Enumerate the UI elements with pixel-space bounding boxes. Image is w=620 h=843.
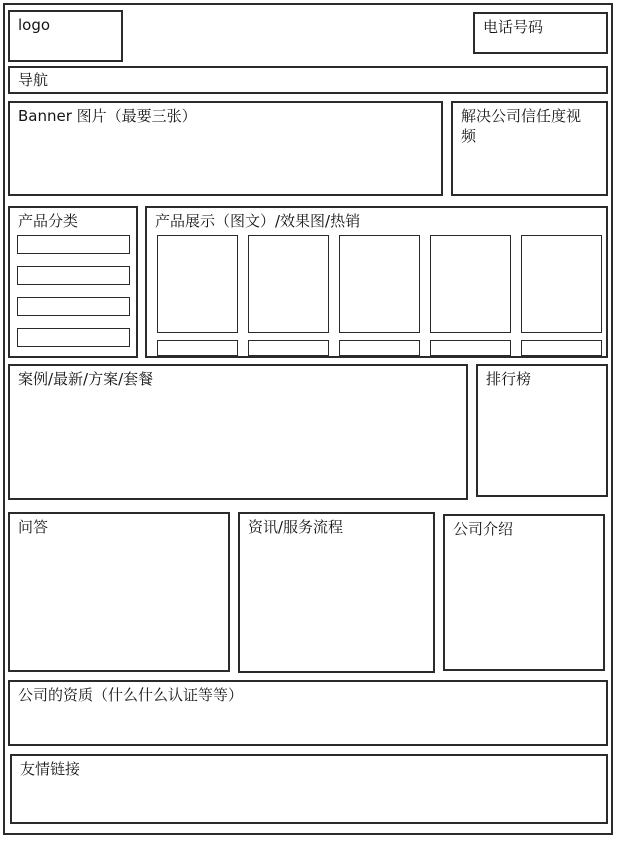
trust-video-label: 解决公司信任度视频: [461, 107, 582, 145]
logo-label: logo: [18, 16, 51, 34]
qualifications-label: 公司的资质（什么什么认证等等）: [18, 686, 244, 704]
category-item-placeholder: [17, 235, 130, 254]
ranking-panel: [476, 364, 608, 497]
product-caption-placeholder: [339, 340, 420, 356]
logo-box: [8, 10, 123, 62]
product-column: [521, 235, 602, 356]
product-column: [157, 235, 238, 356]
company-intro-label: 公司介绍: [453, 520, 514, 538]
ranking-label: 排行榜: [486, 370, 532, 388]
product-showcase-grid: [157, 235, 602, 356]
banner-box: [8, 101, 443, 196]
qa-panel: [8, 512, 230, 672]
product-showcase-title: 产品展示（图文）/效果图/热销: [155, 212, 361, 230]
friendly-links-label: 友情链接: [20, 760, 81, 778]
product-column: [430, 235, 511, 356]
company-intro-panel: [443, 514, 605, 671]
news-service-panel: [238, 512, 435, 673]
product-category-title: 产品分类: [18, 212, 79, 230]
banner-label: Banner 图片（最要三张）: [18, 107, 197, 125]
category-item-placeholder: [17, 297, 130, 316]
nav-bar: [8, 66, 608, 94]
friendly-links-panel: [10, 754, 608, 824]
product-caption-placeholder: [521, 340, 602, 356]
news-service-label: 资讯/服务流程: [248, 518, 344, 536]
trust-video-box: [451, 101, 608, 196]
nav-label: 导航: [18, 71, 49, 89]
qualifications-panel: [8, 680, 608, 746]
product-caption-placeholder: [248, 340, 329, 356]
qa-label: 问答: [18, 518, 49, 536]
product-showcase-panel: [145, 206, 608, 358]
category-item-placeholder: [17, 266, 130, 285]
product-column: [339, 235, 420, 356]
category-item-placeholder: [17, 328, 130, 347]
product-thumbnail-placeholder: [248, 235, 329, 333]
product-caption-placeholder: [430, 340, 511, 356]
product-thumbnail-placeholder: [339, 235, 420, 333]
product-thumbnail-placeholder: [157, 235, 238, 333]
product-category-panel: [8, 206, 138, 358]
cases-panel: [8, 364, 468, 500]
product-caption-placeholder: [157, 340, 238, 356]
product-thumbnail-placeholder: [430, 235, 511, 333]
phone-number-box: [473, 12, 608, 54]
cases-label: 案例/最新/方案/套餐: [18, 370, 154, 388]
product-thumbnail-placeholder: [521, 235, 602, 333]
product-column: [248, 235, 329, 356]
phone-number-label: 电话号码: [483, 18, 544, 36]
product-category-list: [17, 235, 130, 347]
